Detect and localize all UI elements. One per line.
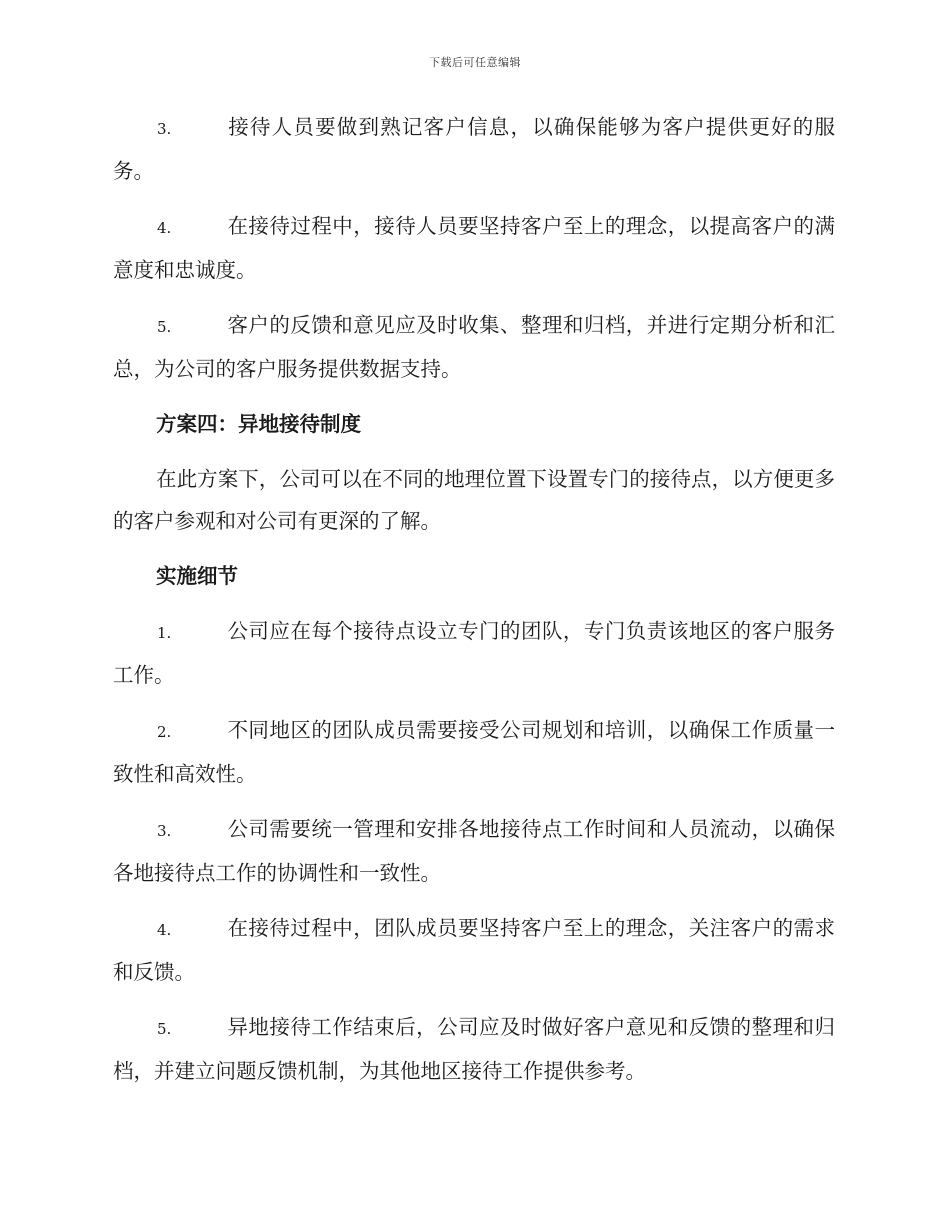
list-item-text: 公司应在每个接待点设立专门的团队，专门负责该地区的客户服务工作。 bbox=[113, 619, 835, 687]
list-item-number: 2. bbox=[157, 723, 172, 741]
list-item-number: 3. bbox=[157, 120, 172, 138]
list-item bbox=[113, 205, 835, 291]
body-paragraph: 在此方案下，公司可以在不同的地理位置下设置专门的接待点，以方便更多的客户参观和对公司有更深的了解。 bbox=[113, 467, 835, 533]
section-heading: 方案四：异地接待制度 bbox=[156, 412, 361, 436]
list-item-number: 1. bbox=[157, 624, 172, 642]
document-body bbox=[113, 106, 835, 1105]
list-item bbox=[113, 1006, 835, 1092]
section-heading: 实施细节 bbox=[156, 564, 238, 588]
list-item bbox=[113, 106, 835, 192]
list-item-number: 5. bbox=[157, 1020, 172, 1038]
list-item-text: 公司需要统一管理和安排各地接待点工作时间和人员流动，以确保各地接待点工作的协调性和一致性。 bbox=[113, 817, 835, 885]
list-item-number: 4. bbox=[157, 921, 172, 939]
list-item-text: 异地接待工作结束后，公司应及时做好客户意见和反馈的整理和归档，并建立问题反馈机制，为其他地区接待工作提供参考。 bbox=[113, 1015, 835, 1083]
list-item bbox=[113, 709, 835, 795]
list-item-text: 在接待过程中，团队成员要坚持客户至上的理念，关注客户的需求和反馈。 bbox=[113, 916, 835, 984]
list-item-number: 5. bbox=[157, 318, 172, 336]
list-item-text: 不同地区的团队成员需要接受公司规划和培训，以确保工作质量一致性和高效性。 bbox=[113, 718, 835, 786]
list-item bbox=[113, 808, 835, 894]
list-item-number: 3. bbox=[157, 822, 172, 840]
list-item bbox=[113, 304, 835, 390]
list-item-text: 在接待过程中，接待人员要坚持客户至上的理念，以提高客户的满意度和忠诚度。 bbox=[113, 214, 835, 282]
page-header: 下载后可任意编辑 bbox=[429, 56, 521, 69]
list-item-text: 接待人员要做到熟记客户信息，以确保能够为客户提供更好的服务。 bbox=[113, 115, 835, 183]
list-item-text: 客户的反馈和意见应及时收集、整理和归档，并进行定期分析和汇总，为公司的客户服务提供数据支持。 bbox=[113, 313, 835, 381]
list-item bbox=[113, 907, 835, 993]
list-item bbox=[113, 610, 835, 696]
list-item-number: 4. bbox=[157, 219, 172, 237]
